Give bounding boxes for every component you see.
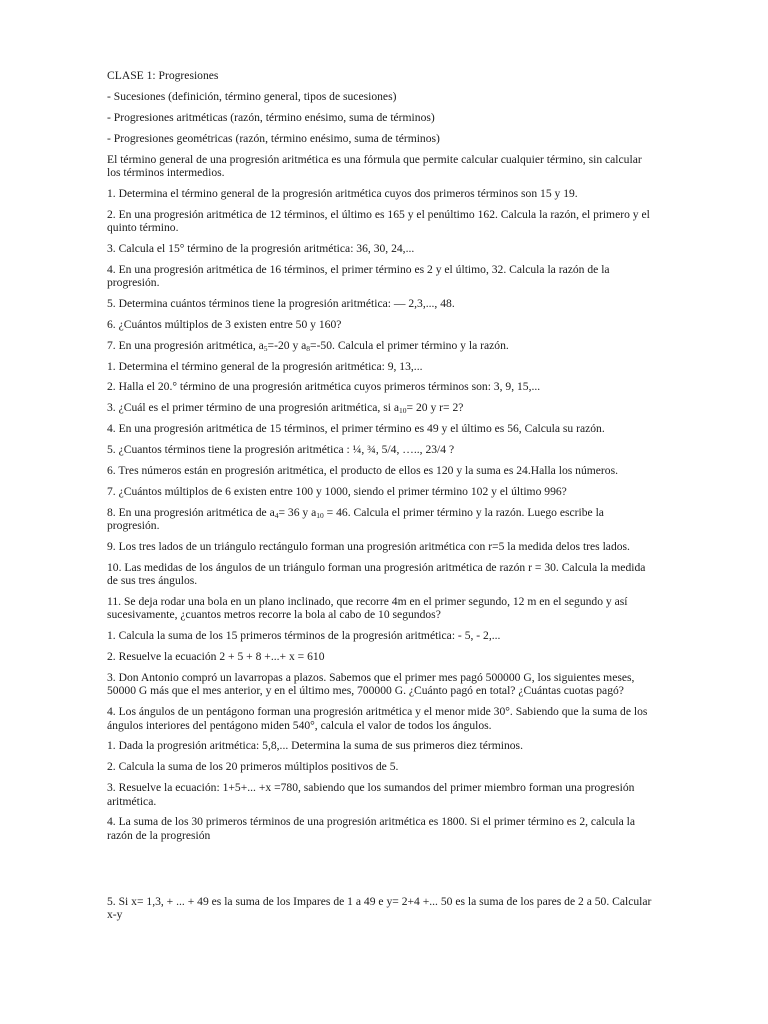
- paragraph-text-segment: = 20 y r= 2?: [406, 401, 464, 415]
- document-paragraph: 7. ¿Cuántos múltiplos de 6 existen entre 100 y 1000, siendo el primer término 102 y el último 996?: [107, 484, 567, 498]
- document-paragraph: 11. Se deja rodar una bola en un plano inclinado, que recorre 4m en el primer segundo, 12 m en el segundo y así sucesivamente, ¿cuantos metros recorre la bola al cabo de 10 segundos?: [107, 595, 628, 622]
- document-paragraph: 6. ¿Cuántos múltiplos de 3 existen entre 50 y 160?: [107, 317, 342, 331]
- paragraph-text-segment: = 36 y a: [278, 505, 317, 519]
- document-paragraph: 1. Determina el término general de la progresión aritmética: 9, 13,...: [107, 359, 423, 373]
- document-paragraph: 5. Si x= 1,3, + ... + 49 es la suma de los Impares de 1 a 49 e y= 2+4 +... 50 es la suma de los pares de 2 a 50. Calcular x-y: [107, 894, 652, 922]
- document-paragraph: 5. Determina cuántos términos tiene la progresión aritmética: — 2,3,..., 48.: [107, 296, 455, 310]
- document-paragraph: - Progresiones aritméticas (razón, término enésimo, suma de términos): [107, 110, 435, 124]
- document-paragraph: - Progresiones geométricas (razón, término enésimo, suma de términos): [107, 131, 440, 145]
- document-body: [107, 69, 655, 929]
- document-paragraph: 4. En una progresión aritmética de 15 términos, el primer término es 49 y el último es 56, Calcula su razón.: [107, 422, 605, 436]
- paragraph-text-segment: 8. En una progresión aritmética de a: [107, 505, 275, 519]
- document-paragraph: 3. Calcula el 15° término de la progresión aritmética: 36, 30, 24,...: [107, 241, 415, 255]
- document-paragraph: 9. Los tres lados de un triángulo rectángulo forman una progresión aritmética con r=5 la medida delos tres lados.: [107, 540, 630, 553]
- document-paragraph: [107, 339, 655, 352]
- document-paragraph: 2. En una progresión aritmética de 12 términos, el último es 165 y el penúltimo 162. Calcula la razón, el primero y el quinto término.: [107, 207, 650, 234]
- document-paragraph: 2. Calcula la suma de los 20 primeros múltiplos positivos de 5.: [107, 760, 399, 774]
- document-paragraph: [107, 401, 655, 414]
- document-paragraph: 4. La suma de los 30 primeros términos de una progresión aritmética es 1800. Si el primer término es 2, calcula la razón de la progresión: [107, 815, 636, 842]
- document-paragraph: 6. Tres números están en progresión aritmética, el producto de ellos es 120 y la suma es 24.Halla los números.: [107, 464, 618, 478]
- subscript-index: 5: [263, 343, 268, 353]
- document-paragraph: 3. Don Antonio compró un lavarropas a plazos. Sabemos que el primer mes pagó 500000 G, los siguientes meses, 50000 G más que el mes anterior, y en el último mes, 700000 G. ¿Cuánto pagó en total? ¿Cuántas cuotas pagó?: [107, 671, 635, 698]
- paragraph-text-segment: = 46. Calcula el primer término y la razón. Luego escribe la progresión.: [107, 505, 604, 533]
- document-title: CLASE 1: Progresiones: [107, 69, 219, 82]
- document-paragraph: [107, 506, 655, 533]
- document-paragraph: 2. Resuelve la ecuación 2 + 5 + 8 +...+ x = 610: [107, 650, 325, 664]
- subscript-index: 10: [399, 406, 407, 416]
- document-paragraph: 4. En una progresión aritmética de 16 términos, el primer término es 2 y el último, 32. Calcula la razón de la progresión.: [107, 262, 610, 290]
- document-paragraph: - Sucesiones (definición, término general, tipos de sucesiones): [107, 89, 397, 103]
- paragraph-text-segment: =-20 y a: [267, 338, 307, 352]
- paragraph-text-segment: =-50. Calcula el primer término y la razón.: [310, 338, 509, 352]
- subscript-index: 8: [306, 343, 311, 353]
- subscript-index: 10: [316, 510, 324, 520]
- document-paragraph: 1. Determina el término general de la progresión aritmética cuyos dos primeros términos son 15 y 19.: [107, 186, 578, 200]
- document-paragraph: 10. Las medidas de los ángulos de un triángulo forman una progresión aritmética de razón r = 30. Calcula la medida de sus tres ángulos.: [107, 560, 646, 588]
- document-paragraph: 3. Resuelve la ecuación: 1+5+... +x =780, sabiendo que los sumandos del primer miembro forman una progresión aritmética.: [107, 781, 635, 808]
- document-paragraph: 1. Calcula la suma de los 15 primeros términos de la progresión aritmética: - 5, - 2,...: [107, 629, 501, 643]
- document-paragraph: El término general de una progresión aritmética es una fórmula que permite calcular cualquier término, sin calcular los términos intermedios.: [107, 152, 642, 179]
- document-paragraph: 1. Dada la progresión aritmética: 5,8,... Determina la suma de sus primeros diez términos.: [107, 739, 523, 753]
- subscript-index: 4: [274, 510, 279, 520]
- document-paragraph: 2. Halla el 20.° término de una progresión aritmética cuyos primeros términos son: 3, 9, 15,...: [107, 380, 541, 394]
- document-paragraph: 4. Los ángulos de un pentágono forman una progresión aritmética y el menor mide 30°. Sabiendo que la suma de los ángulos interiores del pentágono miden 540°, calcula el valor de todos los ángulos.: [107, 705, 648, 732]
- paragraph-text-segment: 7. En una progresión aritmética, a: [107, 338, 264, 352]
- document-paragraph: 5. ¿Cuantos términos tiene la progresión aritmética : ¼, ¾, 5/4, ….., 23/4 ?: [107, 443, 455, 457]
- paragraph-text-segment: 3. ¿Cuál es el primer término de una progresión aritmética, si a: [107, 401, 400, 415]
